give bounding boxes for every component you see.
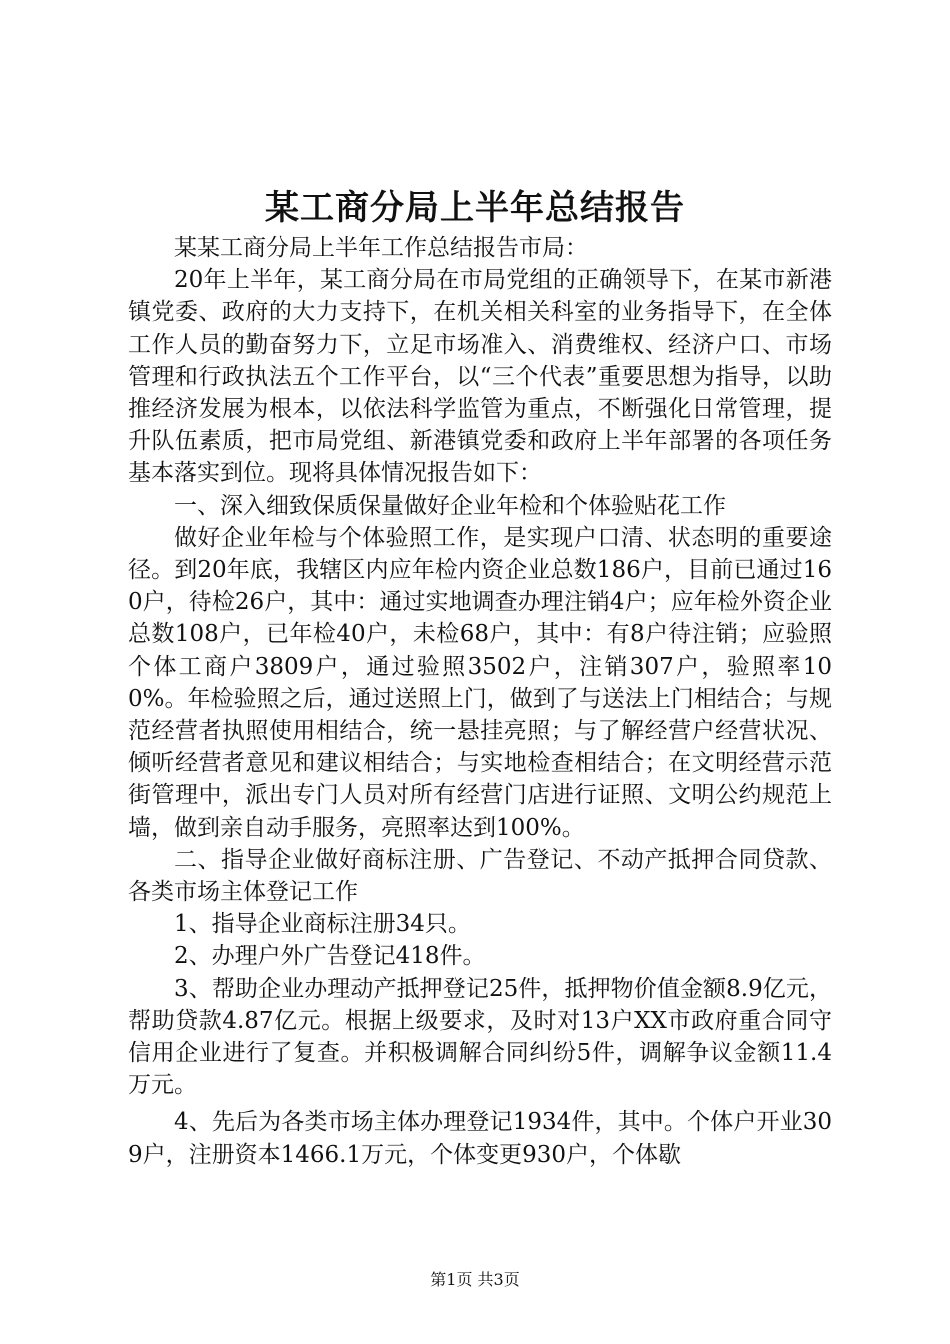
list-item-2: 2、办理户外广告登记418件。 [174,943,486,970]
section-heading-2: 二、指导企业做好商标注册、广告登记、不动产抵押合同贷款、各类市场主体登记工作 [128,846,832,906]
list-item-4: 4、先后为各类市场主体办理登记1934件，其中。个体户开业309户，注册资本1466.1万元，个体变更930户，个体歇 [128,1109,832,1168]
page-footer: 第1页 共3页 [430,1270,520,1289]
document-title: 某工商分局上半年总结报告 [265,188,685,228]
intro-paragraph: 20年上半年，某工商分局在市局党组的正确领导下，在某市新港镇党委、政府的大力支持下，在机关相关科室的业务指导下，在全体工作人员的勤奋努力下，立足市场准入、消费维权、经济户口、市场管理和行政执法五个工作平台，以“三个代表”重要思想为指导，以助推经济发展为根本，以依法科学监管为重点，不断强化日常管理，提升队伍素质，把市局党组、新港镇党委和政府上半年部署的各项任务基本落实到位。现将具体情况报告如下： [128,267,832,487]
section-heading-1: 一、深入细致保质保量做好企业年检和个体验贴花工作 [174,492,726,519]
list-item-1: 1、指导企业商标注册34只。 [174,911,471,938]
salutation-paragraph: 某某工商分局上半年工作总结报告市局： [174,235,588,261]
list-item-3: 3、帮助企业办理动产抵押登记25件，抵押物价值金额8.9亿元，帮助贷款4.87亿元。根据上级要求，及时对13户XX市政府重合同守信用企业进行了复查。并积极调解合同纠纷5件，调解争议金额11.4万元。 [128,975,832,1099]
document-body [128,232,832,1171]
section-1-paragraph: 做好企业年检与个体验照工作，是实现户口清、状态明的重要途径。到20年底，我辖区内应年检内资企业总数186户，目前已通过160户，待检26户，其中：通过实地调查办理注销4户；应年检外资企业总数108户，已年检40户，未检68户，其中：有8户待注销；应验照个体工商户3809户，通过验照3502户，注销307户，验照率100%。年检验照之后，通过送照上门，做到了与送法上门相结合；与规范经营者执照使用相结合，统一悬挂亮照；与了解经营户经营状况、倾听经营者意见和建议相结合；与实地检查相结合；在文明经营示范街管理中，派出专门人员对所有经营门店进行证照、文明公约规范上墙，做到亲自动手服务，亮照率达到100%。 [128,524,832,841]
